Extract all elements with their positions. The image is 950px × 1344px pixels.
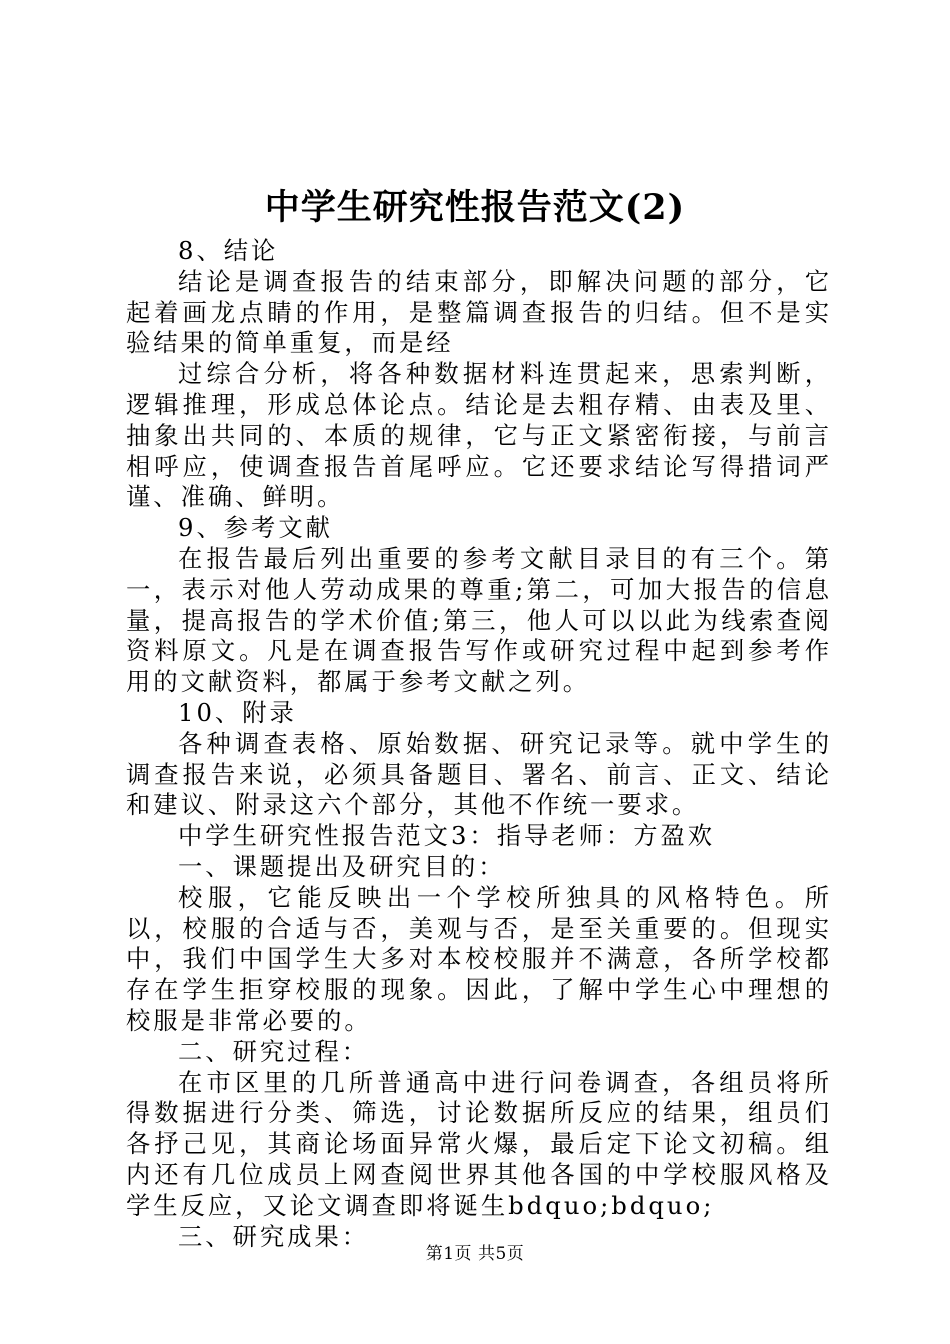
paragraph: 各种调查表格、原始数据、研究记录等。就中学生的调查报告来说，必须具备题目、署名、前言、正文、结论和建议、附录这六个部分，其他不作统一要求。 [126, 728, 832, 820]
section-heading-appendix: 10、附录 [178, 697, 297, 727]
example-heading: 中学生研究性报告范文3：指导老师：方盈欢 [178, 821, 716, 851]
document-title: 中学生研究性报告范文(2) [264, 187, 686, 228]
section-heading-references: 9、参考文献 [178, 513, 333, 543]
paragraph: 在报告最后列出重要的参考文献目录目的有三个。第一，表示对他人劳动成果的尊重;第二，可加大报告的信息量，提高报告的学术价值;第三，他人可以以此为线索查阅资料原文。凡是在调查报告写作或研究过程中起到参考作用的文献资料，都属于参考文献之列。 [126, 543, 832, 697]
document-body [126, 236, 832, 1252]
paragraph: 结论是调查报告的结束部分，即解决问题的部分，它起着画龙点睛的作用，是整篇调查报告的归结。但不是实验结果的简单重复，而是经 [126, 266, 832, 358]
section-heading-conclusion: 8、结论 [178, 236, 279, 265]
page-footer: 第1页 共5页 [425, 1244, 525, 1264]
paragraph: 过综合分析，将各种数据材料连贯起来，思索判断，逻辑推理，形成总体论点。结论是去粗存精、由表及里、抽象出共同的、本质的规律，它与正文紧密衔接，与前言相呼应，使调查报告首尾呼应。它还要求结论写得措词严谨、准确、鲜明。 [126, 359, 832, 512]
paragraph: 在市区里的几所普通高中进行问卷调查，各组员将所得数据进行分类、筛选，讨论数据所反应的结果，组员们各抒己见，其商论场面异常火爆，最后定下论文初稿。组内还有几位成员上网查阅世界其他各国的中学校服风格及学生反应，又论文调查即将诞生bdquo;bdquo; [126, 1067, 832, 1220]
section-heading-process: 二、研究过程： [178, 1036, 370, 1066]
paragraph: 校服，它能反映出一个学校所独具的风格特色。所以，校服的合适与否，美观与否，是至关重要的。但现实中，我们中国学生大多对本校校服并不满意，各所学校都存在学生拒穿校服的现象。因此，了解中学生心中理想的校服是非常必要的。 [126, 882, 832, 1035]
section-heading-results: 三、研究成果： [178, 1221, 370, 1251]
section-heading-purpose: 一、课题提出及研究目的： [178, 851, 506, 881]
